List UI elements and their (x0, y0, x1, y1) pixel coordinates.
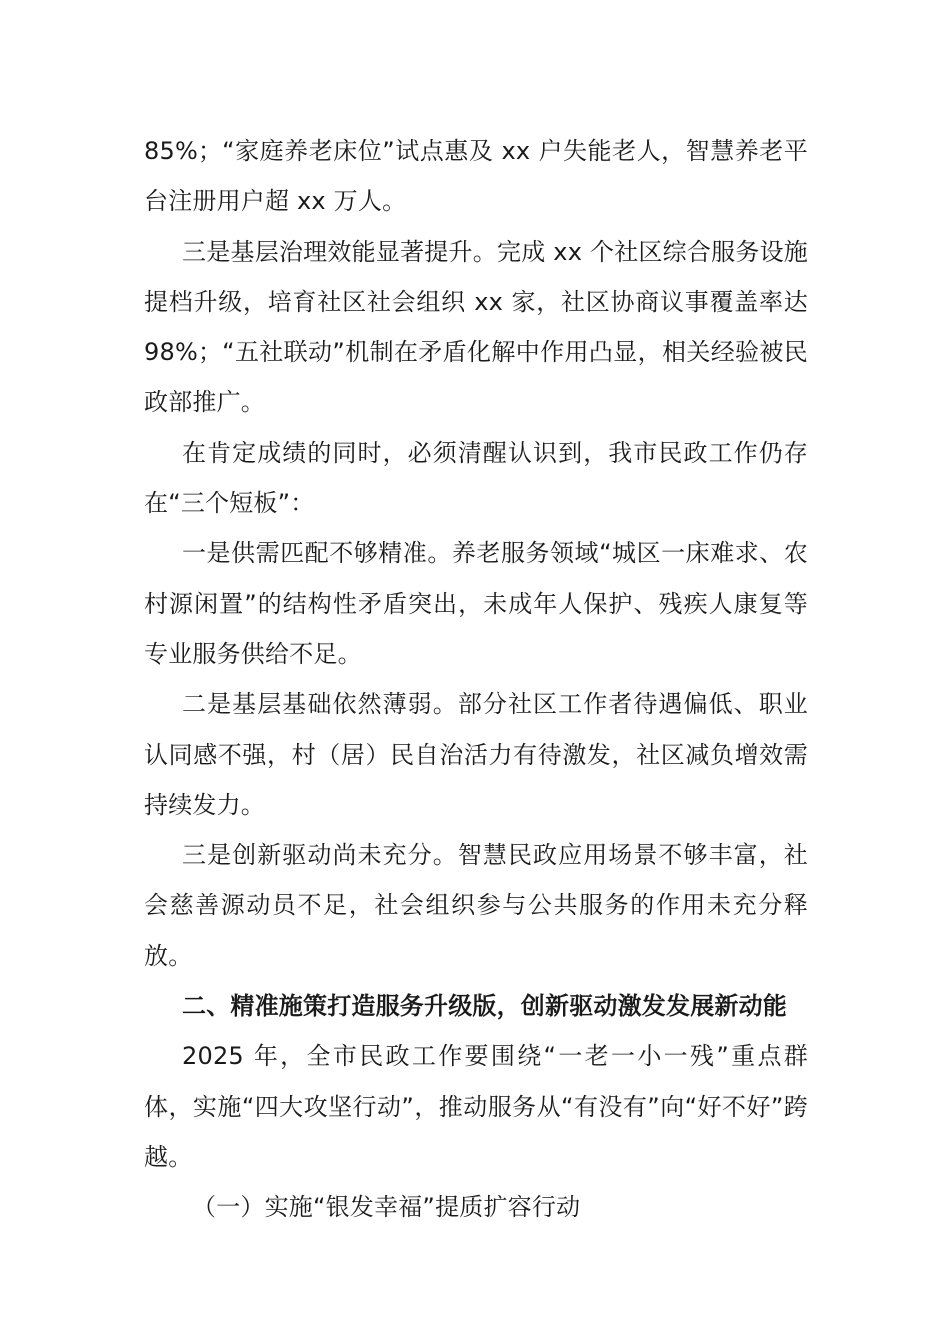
paragraph-elderly-care-results: 85%；“家庭养老床位”试点惠及 xx 户失能老人，智慧养老平台注册用户超 xx 万人。 (144, 137, 808, 216)
paragraph-shortcomings-intro: 在肯定成绩的同时，必须清醒认识到，我市民政工作仍存在“三个短板”： (144, 438, 808, 518)
section-heading-two: 二、精准施策打造服务升级版，创新驱动激发发展新动能 (182, 992, 787, 1021)
document-body (144, 126, 808, 1233)
paragraph-2025-plan: 2025 年，全市民政工作要围绕“一老一小一残”重点群体，实施“四大攻坚行动”，推动服务从“有没有”向“好不好”跨越。 (144, 1042, 808, 1171)
paragraph-innovation: 三是创新驱动尚未充分。智慧民政应用场景不够丰富，社会慈善源动员不足，社会组织参与公共服务的作用未充分释放。 (144, 841, 808, 970)
paragraph-supply-demand: 一是供需匹配不够精准。养老服务领域“城区一床难求、农村源闲置”的结构性矛盾突出，未成年人保护、残疾人康复等专业服务供给不足。 (144, 539, 808, 668)
subsection-heading-one: （一）实施“银发幸福”提质扩容行动 (192, 1193, 581, 1222)
paragraph-grassroots-governance: 三是基层治理效能显著提升。完成 xx 个社区综合服务设施提档升级，培育社区社会组织 xx 家，社区协商议事覆盖率达 98%；“五社联动”机制在矛盾化解中作用凸显，相关经验被民政部推广。 (144, 237, 808, 417)
paragraph-grassroots-foundation: 二是基层基础依然薄弱。部分社区工作者待遇偏低、职业认同感不强，村（居）民自治活力有待激发，社区减负增效需持续发力。 (144, 690, 808, 819)
